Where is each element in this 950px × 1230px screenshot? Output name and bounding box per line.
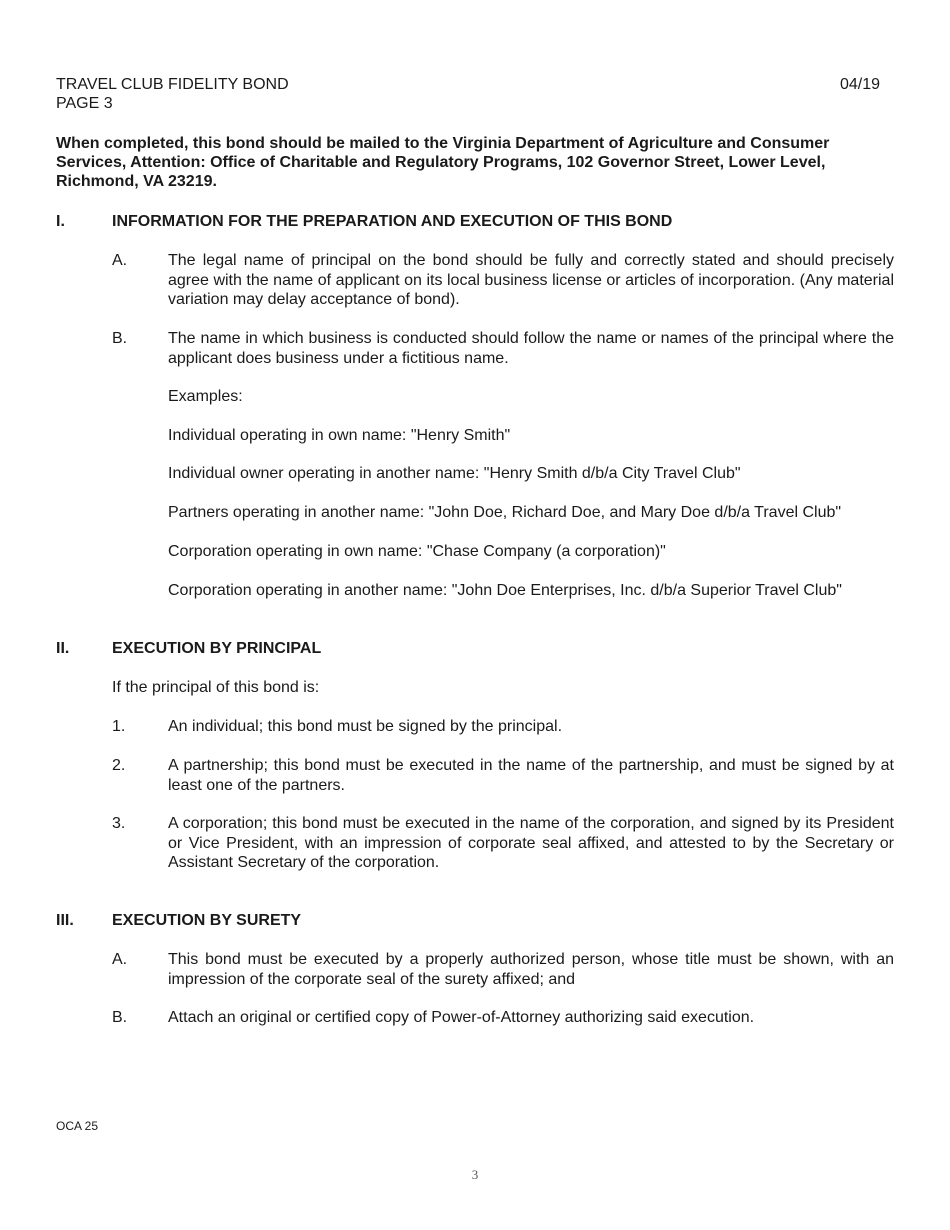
- section-1-item-b-text: The name in which business is conducted should follow the name or names of the principal where the applicant does business under a fictitious name.: [168, 330, 894, 367]
- section-3-number: III.: [56, 912, 74, 929]
- examples-label: Examples:: [168, 388, 243, 405]
- section-2-item-3-label: 3.: [112, 815, 126, 832]
- section-2-item-2-text: A partnership; this bond must be executed in the name of the partnership, and must be signed by at least one of the partners.: [168, 757, 894, 794]
- section-2-item-3-text: A corporation; this bond must be executed in the name of the corporation, and signed by its President or Vice President, with an impression of corporate seal affixed, and attested to by the Secretary or Assistant Secretary of the corporation.: [168, 815, 894, 871]
- section-2-intro: If the principal of this bond is:: [112, 679, 320, 696]
- section-2-item-1-label: 1.: [112, 718, 126, 735]
- example-item: Corporation operating in another name: "John Doe Enterprises, Inc. d/b/a Superior Travel Club": [168, 582, 842, 599]
- section-1-item-a-label: A.: [112, 252, 128, 269]
- form-code: OCA 25: [56, 1119, 99, 1133]
- section-3-item-b-label: B.: [112, 1009, 128, 1026]
- section-1-title: INFORMATION FOR THE PREPARATION AND EXECUTION OF THIS BOND: [112, 213, 673, 230]
- example-item: Individual operating in own name: "Henry Smith": [168, 427, 511, 444]
- section-2-item-1-text: An individual; this bond must be signed by the principal.: [168, 718, 563, 735]
- revision-date: 04/19: [839, 76, 880, 93]
- example-item: Partners operating in another name: "John Doe, Richard Doe, and Mary Doe d/b/a Travel Club": [168, 504, 842, 521]
- page-label: PAGE 3: [56, 95, 113, 112]
- document-header: [56, 75, 289, 113]
- section-2-number: II.: [56, 640, 70, 657]
- section-1-item-b-label: B.: [112, 330, 128, 347]
- section-2-item-2-label: 2.: [112, 757, 126, 774]
- section-2-title: EXECUTION BY PRINCIPAL: [112, 640, 322, 657]
- mailing-instructions: When completed, this bond should be mailed to the Virginia Department of Agriculture and Consumer Services, Attention: Office of Charitable and Regulatory Programs, 102 Governor Street, Lower Level, Richmond, VA 23219.: [56, 135, 830, 190]
- section-3-item-a-label: A.: [112, 951, 128, 968]
- section-3-title: EXECUTION BY SURETY: [112, 912, 302, 929]
- example-item: Individual owner operating in another name: "Henry Smith d/b/a City Travel Club": [168, 465, 741, 482]
- section-1-item-a-text: The legal name of principal on the bond should be fully and correctly stated and should precisely agree with the name of applicant on its local business license or articles of incorporation. (Any material variation may delay acceptance of bond).: [168, 252, 894, 308]
- section-1-number: I.: [56, 213, 65, 230]
- example-item: Corporation operating in own name: "Chase Company (a corporation)": [168, 543, 666, 560]
- page-number: 3: [471, 1167, 479, 1182]
- document-title: TRAVEL CLUB FIDELITY BOND: [56, 76, 289, 93]
- section-3-item-b-text: Attach an original or certified copy of Power-of-Attorney authorizing said execution.: [168, 1009, 755, 1026]
- section-3-item-a-text: This bond must be executed by a properly authorized person, whose title must be shown, with an impression of the corporate seal of the surety affixed; and: [168, 951, 894, 988]
